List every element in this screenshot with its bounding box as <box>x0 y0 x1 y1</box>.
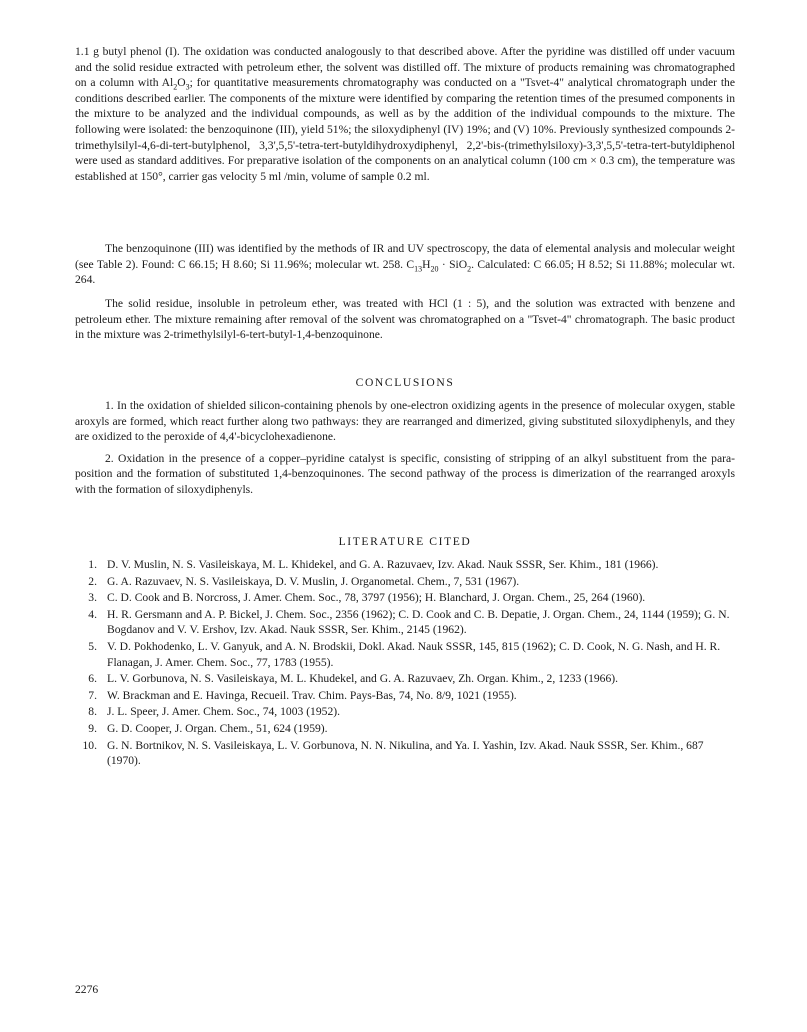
subscript: 13 <box>414 263 423 273</box>
paragraph-text: H <box>422 257 431 271</box>
paragraph-text: ; for quantitative measurements chromatography was conducted on a "Tsvet-4" analytical chromatograph under the conditions described earlier. The components of the mixture were identified by comparing the retention times of the presumed components in the mixture to be analyzed and the individual compounds, as well as by the addition of the individual compounds to the mixture. The following were isolated: the benzoquinone (III), yield 51%; the siloxydiphenyl (IV) 19%; and (V) 10%. Previously synthesized compounds 2-trimethylsilyl-4,6-di-tert-butylphenol, 3,3',5,5'-tetra-tert-butyldihydroxydiphenyl, 2,2'-bis-(trimethylsiloxy)-3,3',5,5'-tetra-tert-butyldiphenol were used as standard additives. For preparative isolation of the components on an analytical column (100 cm × 0.3 cm), the temperature was established at 150°, carrier gas velocity 5 ml /min, volume of sample 0.2 ml. <box>75 76 735 183</box>
reference-number: 10. <box>82 738 97 752</box>
reference-item <box>75 590 735 606</box>
reference-item <box>75 721 735 737</box>
paragraph-experimental-2 <box>75 241 735 288</box>
reference-number: 7. <box>88 688 97 702</box>
reference-number: 6. <box>88 672 97 686</box>
reference-text: G. N. Bortnikov, N. S. Vasileiskaya, L. V. Gorbunova, N. N. Nikulina, and Ya. I. Yashin, Izv. Akad. Nauk SSSR, Ser. Khim., 687 (1970). <box>107 738 704 768</box>
reference-text: G. A. Razuvaev, N. S. Vasileiskaya, D. V. Muslin, J. Organometal. Chem., 7, 531 (1967). <box>107 574 520 588</box>
reference-number: 2. <box>88 574 97 588</box>
conclusion-item: 2. Oxidation in the presence of a copper–pyridine catalyst is specific, consisting of stripping of an alkyl substituent from the para-position and the formation of substituted 1,4-benzoquinones. The second pathway of the process is dimerization of the rearranged aroxyls with the formation of siloxydiphenyls. <box>75 451 735 496</box>
reference-number: 1. <box>88 558 97 571</box>
page-number: 2276 <box>75 983 99 996</box>
conclusions-heading: CONCLUSIONS <box>355 376 455 389</box>
reference-item <box>75 639 735 670</box>
benzoquinone-paragraph-block <box>75 241 735 288</box>
subscript: 2 <box>467 263 472 273</box>
reference-item <box>75 607 735 638</box>
reference-list <box>75 557 735 770</box>
reference-item <box>75 738 735 769</box>
literature-cited-heading: LITERATURE CITED <box>338 535 472 548</box>
reference-item <box>75 557 735 573</box>
subscript: 3 <box>185 82 190 92</box>
reference-number: 3. <box>88 591 97 605</box>
reference-text: W. Brackman and E. Havinga, Recueil. Trav. Chim. Pays-Bas, 74, No. 8/9, 1021 (1955). <box>107 688 517 702</box>
reference-text: G. D. Cooper, J. Organ. Chem., 51, 624 (1959). <box>107 721 328 735</box>
conclusions-section <box>75 398 735 498</box>
reference-number: 4. <box>88 607 97 621</box>
conclusion-item: 1. In the oxidation of shielded silicon-containing phenols by one-electron oxidizing agents in the presence of molecular oxygen, stable aroxyls are formed, which react further along two pathways: they are rearranged and dimerized, giving substituted siloxydiphenyls, and they are oxidized to the peroxide of 4,4'-bicyclohexadienone. <box>75 399 735 444</box>
experimental-section <box>75 44 735 184</box>
subscript: 20 <box>430 263 439 273</box>
reference-text: L. V. Gorbunova, N. S. Vasileiskaya, M. L. Khudekel, and G. A. Razuvaev, Zh. Organ. Khim., 2, 1233 (1966). <box>107 672 619 686</box>
reference-number: 9. <box>88 721 97 735</box>
reference-item <box>75 574 735 590</box>
paragraph-text: O <box>177 76 186 90</box>
paragraph-text: The benzoquinone (III) was identified by the methods of IR and UV spectroscopy, the data of elemental analysis and molecular weight (see Table 2). Found: C 66.15; H 8.60; Si 11.96%; molecular wt. 258. C <box>75 242 735 271</box>
reference-text: C. D. Cook and B. Norcross, J. Amer. Chem. Soc., 78, 3797 (1956); H. Blanchard, J. Organ. Chem., 25, 264 (1960). <box>107 591 646 605</box>
reference-text: V. D. Pokhodenko, L. V. Ganyuk, and A. N. Brodskii, Dokl. Akad. Nauk SSSR, 145, 815 (1962); C. D. Cook, N. G. Nash, and H. R. Flanagan, J. Amer. Chem. Soc., 77, 1783 (1955). <box>107 639 721 669</box>
paragraph-text: · SiO <box>438 257 468 271</box>
subscript: 2 <box>173 82 178 92</box>
reference-text: D. V. Muslin, N. S. Vasileiskaya, M. L. Khidekel, and G. A. Razuvaev, Izv. Akad. Nauk SSSR, Ser. Khim., 181 (1966). <box>107 558 659 571</box>
reference-item <box>75 671 735 687</box>
reference-number: 5. <box>88 639 97 653</box>
reference-text: J. L. Speer, J. Amer. Chem. Soc., 74, 1003 (1952). <box>107 705 341 719</box>
reference-number: 8. <box>88 705 97 719</box>
paragraph-experimental-3: The solid residue, insoluble in petroleum ether, was treated with HCl (1 : 5), and the solution was extracted with benzene and petroleum ether. The mixture remaining after removal of the solvent was chromatographed on a "Tsvet-4" chromatograph. The basic product in the mixture was 2-trimethylsilyl-6-tert-butyl-1,4-benzoquinone. <box>75 297 735 342</box>
reference-text: H. R. Gersmann and A. P. Bickel, J. Chem. Soc., 2356 (1962); C. D. Cook and C. B. Depatie, J. Organ. Chem., 24, 1144 (1959); G. N. Bogdanov and V. V. Ershov, Izv. Akad. Nauk SSSR, Ser. Khim., 2145 (1962). <box>107 607 730 637</box>
paragraph-text: . Calculated: C 66.05; H 8.52; Si 11.88%; molecular wt. 264. <box>75 257 736 287</box>
paragraph-text: 1.1 g butyl phenol (I). The oxidation was conducted analogously to that described above. After the pyridine was distilled off under vacuum and the solid residue extracted with petroleum ether, the solvent was distilled off. The mixture of products remaining was chromatographed on a column with Al <box>75 45 735 90</box>
paragraph-experimental-1 <box>75 44 735 184</box>
solid-residue-paragraph-block <box>75 296 735 343</box>
reference-item <box>75 688 735 704</box>
reference-item <box>75 704 735 720</box>
